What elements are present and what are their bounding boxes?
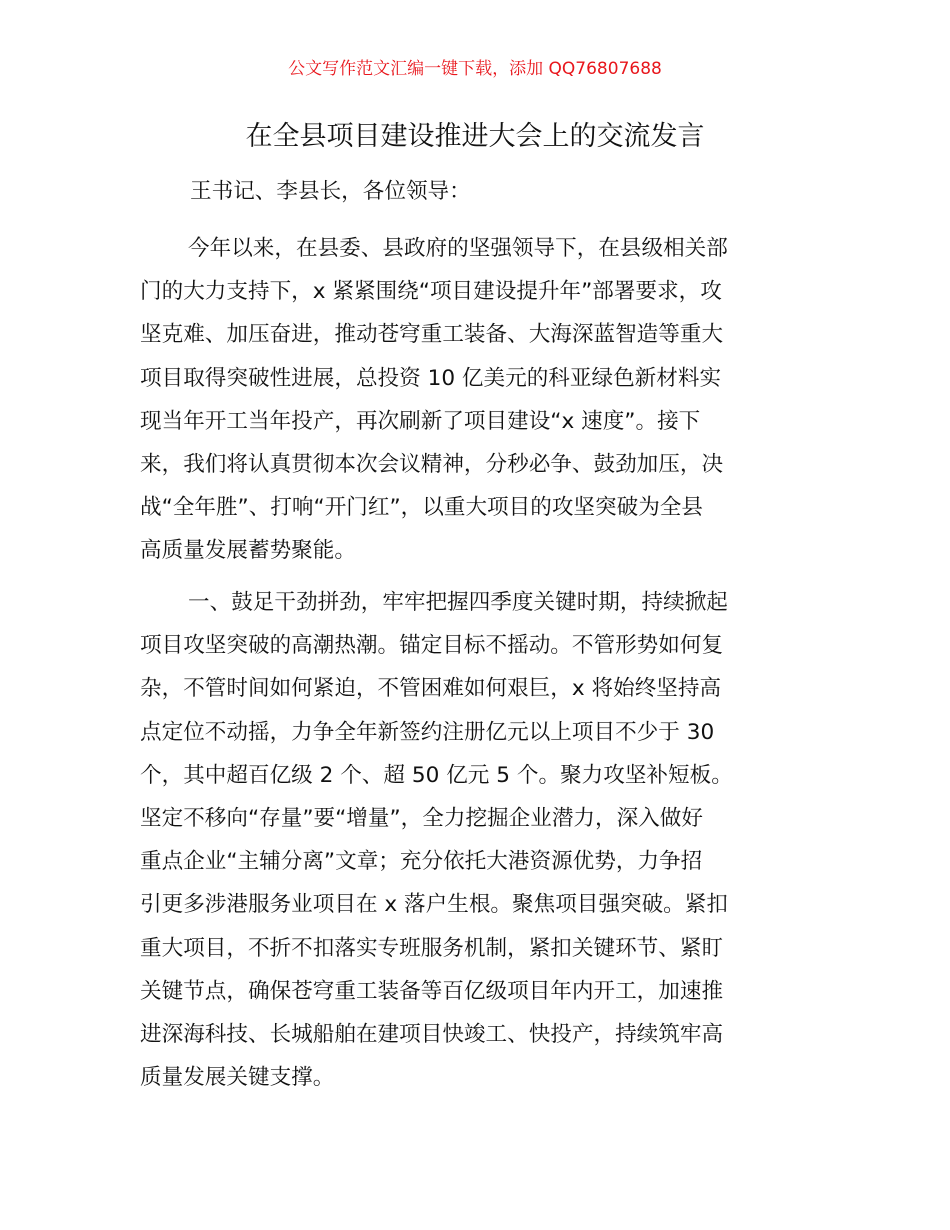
- salutation: 王书记、李县长，各位领导：: [190, 179, 471, 204]
- paragraph-line: 坚克难、加压奋进，推动苍穹重工装备、大海深蓝智造等重大: [140, 322, 724, 348]
- paragraph-intro: [140, 227, 812, 573]
- paragraph-line: 项目取得突破性进展，总投资 10 亿美元的科亚绿色新材料实: [140, 365, 722, 391]
- paragraph-line: 门的大力支持下，x 紧紧围绕“项目建设提升年”部署要求，攻: [140, 279, 722, 305]
- paragraph-line: 关键节点，确保苍穹重工装备等百亿级项目年内开工，加速推: [140, 978, 724, 1004]
- paragraph-line: 项目攻坚突破的高潮热潮。锚定目标不摇动。不管形势如何复: [140, 633, 724, 659]
- paragraph-line: 引更多涉港服务业项目在 x 落户生根。聚焦项目强突破。紧扣: [140, 892, 728, 918]
- paragraph-line: 来，我们将认真贯彻本次会议精神，分秒必争、鼓劲加压，决: [140, 451, 724, 477]
- paragraph-line: 高质量发展蓄势聚能。: [140, 538, 356, 564]
- document-title: 在全县项目建设推进大会上的交流发言: [245, 121, 705, 152]
- paragraph-line: 战“全年胜”、打响“开门红”，以重大项目的攻坚突破为全县: [140, 495, 703, 521]
- paragraph-line: 一、鼓足干劲拼劲，牢牢把握四季度关键时期，持续掀起: [188, 590, 728, 615]
- paragraph-line: 点定位不动摇，力争全年新签约注册亿元以上项目不少于 30: [140, 719, 715, 745]
- paragraph-line: 重大项目，不折不扣落实专班服务机制，紧扣关键环节、紧盯: [140, 935, 724, 961]
- paragraph-line: 杂，不管时间如何紧迫，不管困难如何艰巨，x 将始终坚持高: [140, 676, 722, 702]
- paragraph-line: 现当年开工当年投产，再次刷新了项目建设“x 速度”。接下: [140, 408, 701, 434]
- paragraph-line: 今年以来，在县委、县政府的坚强领导下，在县级相关部: [188, 236, 728, 261]
- paragraph-line: 重点企业“主辅分离”文章；充分依托大港资源优势，力争招: [140, 849, 703, 875]
- paragraph-line: 个，其中超百亿级 2 个、超 50 亿元 5 个。聚力攻坚补短板。: [140, 762, 733, 788]
- paragraph-line: 质量发展关键支撑。: [140, 1065, 335, 1091]
- paragraph-line: 坚定不移向“存量”要“增量”，全力挖掘企业潜力，深入做好: [140, 805, 703, 831]
- download-banner: 公文写作范文汇编一键下载，添加 QQ76807688: [288, 59, 662, 79]
- paragraph-line: 进深海科技、长城船舶在建项目快竣工、快投产，持续筑牢高: [140, 1021, 724, 1047]
- paragraph-section-one: [140, 581, 812, 1099]
